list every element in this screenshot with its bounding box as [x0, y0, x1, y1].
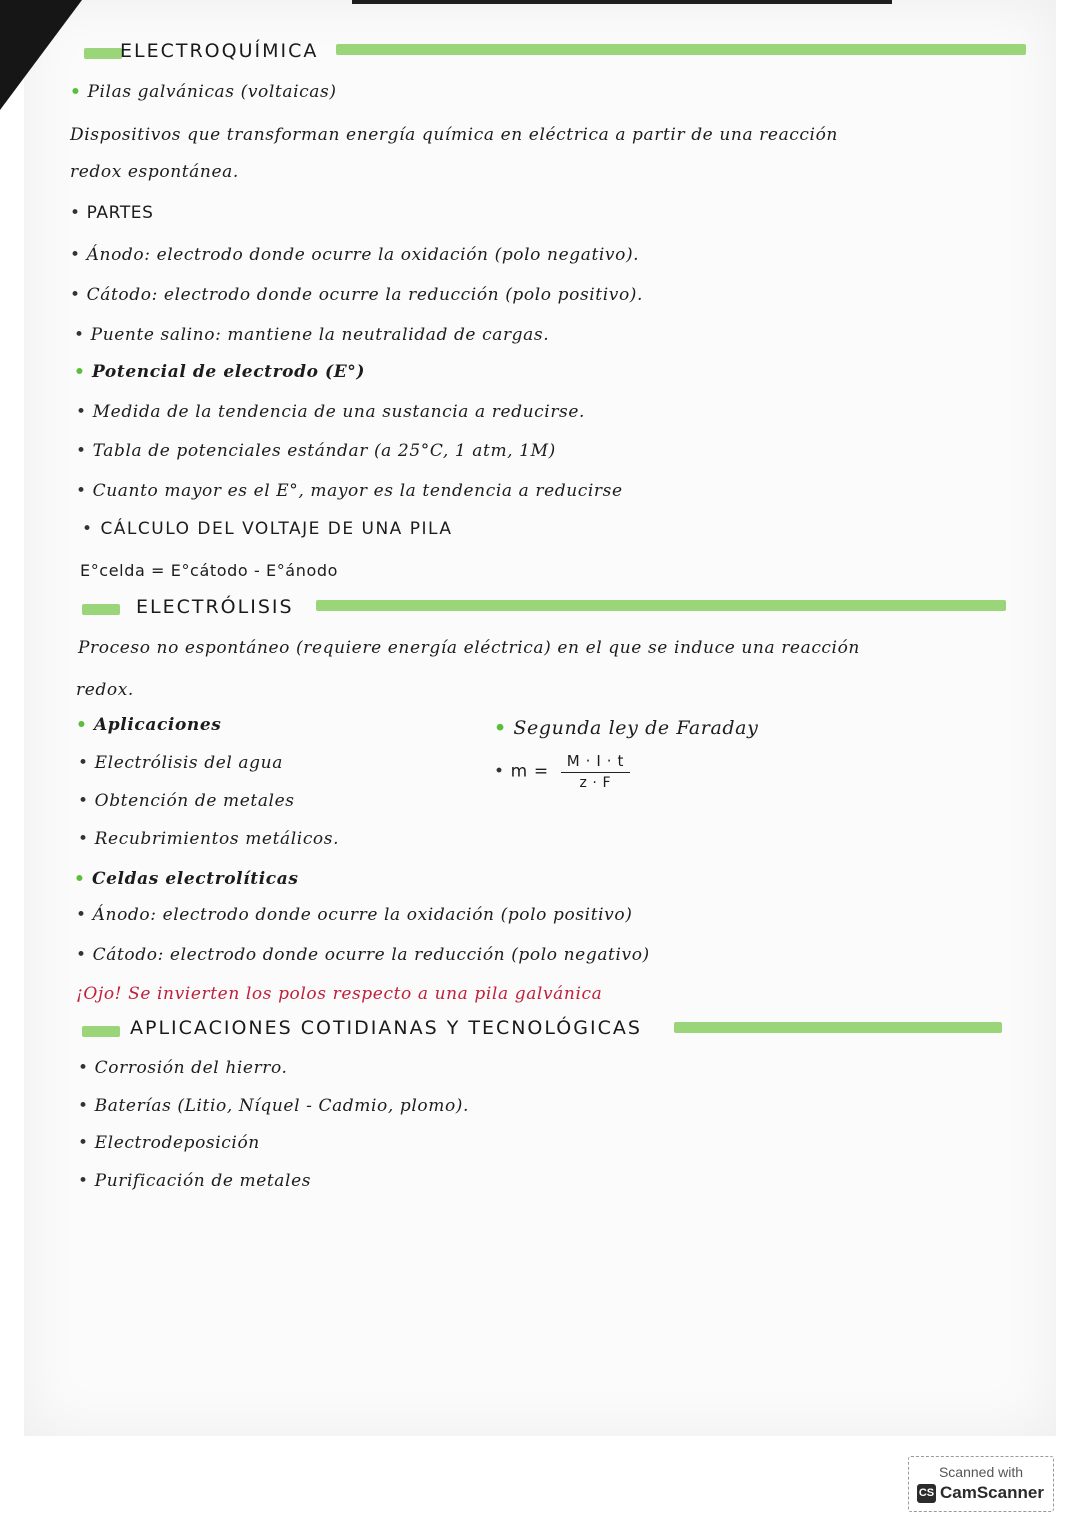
heading-highlight-right [336, 44, 1026, 55]
voltage-heading: • CÁLCULO DEL VOLTAJE DE UNA PILA [82, 519, 453, 539]
potential-heading: • Potencial de electrodo (E°) [74, 362, 365, 382]
watermark-brand: CamScanner [940, 1483, 1044, 1502]
camscanner-watermark [908, 1456, 1054, 1512]
list-item: • Baterías (Litio, Níquel - Cadmio, plomo). [78, 1096, 470, 1116]
voltage-formula: E°celda = E°cátodo - E°ánodo [80, 561, 338, 580]
list-item: • Ánodo: electrodo donde ocurre la oxidación (polo positivo) [76, 905, 633, 925]
list-item: • Tabla de potenciales estándar (a 25°C, 1 atm, 1M) [76, 441, 556, 461]
list-item: • Cátodo: electrodo donde ocurre la reducción (polo negativo) [76, 945, 650, 965]
list-item: • Recubrimientos metálicos. [78, 829, 340, 849]
faraday-formula: • m = $\frac{M \cdot I \cdot t}{z \cdot F}$ [494, 752, 630, 791]
warning-note: ¡Ojo! Se invierten los polos respecto a una pila galvánica [76, 984, 603, 1004]
electrolysis-definition-2: redox. [76, 680, 134, 700]
list-item: • Corrosión del hierro. [78, 1058, 288, 1078]
applications-heading: • Aplicaciones [76, 715, 222, 735]
electrolysis-definition-1: Proceso no espontáneo (requiere energía eléctrica) en el que se induce una reacción [78, 638, 860, 658]
bullet-icon: • [76, 715, 88, 735]
heading-highlight-left [84, 48, 122, 59]
parts-heading: • PARTES [70, 203, 154, 223]
heading-highlight-right [316, 600, 1006, 611]
list-item: • Cátodo: electrodo donde ocurre la reducción (polo positivo). [70, 285, 644, 305]
bullet-icon: • [74, 362, 86, 382]
watermark-caption: Scanned with [938, 1464, 1024, 1480]
subtitle-pilas: • Pilas galvánicas (voltaicas) [70, 82, 337, 102]
faraday-fraction: $\frac{M \cdot I \cdot t}{z \cdot F}$ [561, 752, 630, 791]
scan-shadow-top [352, 0, 892, 4]
cells-heading: • Celdas electrolíticas [74, 869, 299, 889]
list-item: • Puente salino: mantiene la neutralidad de cargas. [74, 325, 550, 345]
bullet-icon: • [494, 717, 507, 739]
list-item: • Ánodo: electrodo donde ocurre la oxidación (polo negativo). [70, 245, 640, 265]
section-title-electrolisis: ELECTRÓLISIS [136, 596, 294, 618]
bullet-icon: • [70, 203, 81, 223]
section-title-aplicaciones: APLICACIONES COTIDIANAS Y TECNOLÓGICAS [130, 1017, 642, 1039]
bullet-icon: • [74, 869, 86, 889]
section-title-electroquimica: ELECTROQUÍMICA [120, 40, 319, 62]
definition-line-1: Dispositivos que transforman energía química en eléctrica a partir de una reacción [70, 125, 838, 145]
bullet-icon: • [70, 82, 82, 102]
list-item: • Electrólisis del agua [78, 753, 283, 773]
list-item: • Obtención de metales [78, 791, 295, 811]
heading-highlight-left [82, 1026, 120, 1037]
definition-line-2: redox espontánea. [70, 162, 239, 182]
list-item: • Cuanto mayor es el E°, mayor es la tendencia a reducirse [76, 481, 623, 501]
camscanner-logo-icon: CS [917, 1484, 936, 1503]
faraday-heading: • Segunda ley de Faraday [494, 717, 759, 739]
list-item: • Purificación de metales [78, 1171, 312, 1191]
heading-highlight-right [674, 1022, 1002, 1033]
heading-highlight-left [82, 604, 120, 615]
list-item: • Medida de la tendencia de una sustancia a reducirse. [76, 402, 586, 422]
list-item: • Electrodeposición [78, 1133, 260, 1153]
